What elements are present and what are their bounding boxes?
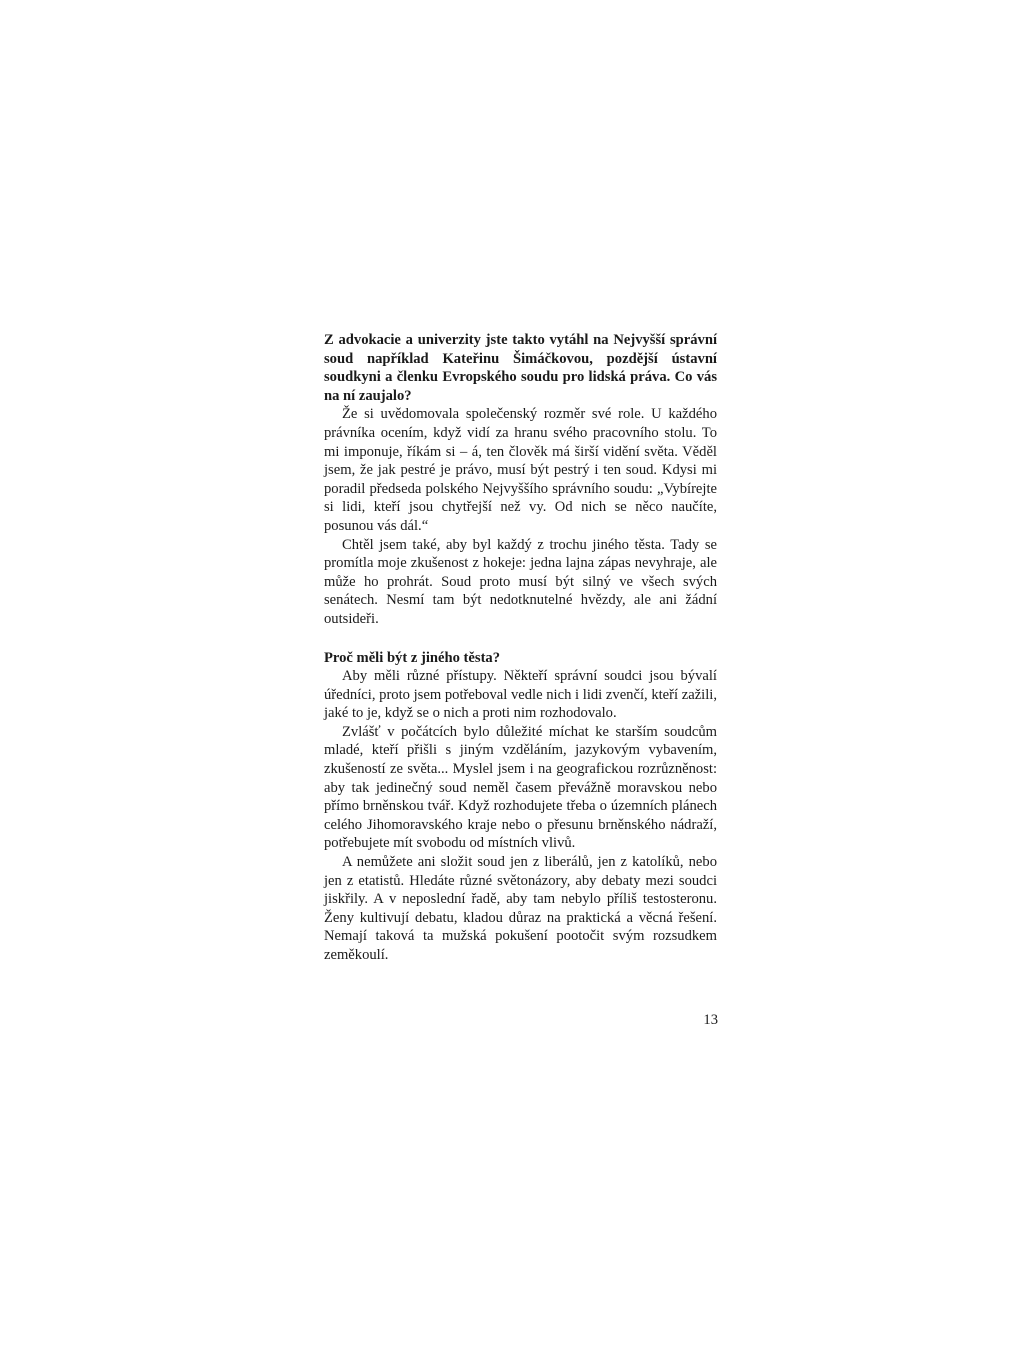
question-heading: Proč měli být z jiného těsta? xyxy=(324,649,501,666)
page-number: 13 xyxy=(703,1012,718,1028)
answer-paragraph: Aby měli různé přístupy. Někteří správní soudci jsou bývalí úředníci, proto jsem potřeboval vedle nich i lidi zvenčí, kteří zažili, jaké to je, když se o nich a proti nim rozhodovalo. xyxy=(324,668,717,722)
answer-paragraph: A nemůžete ani složit soud jen z liberálů, jen z katolíků, nebo jen z etatistů. Hledáte různé světonázory, aby debaty mezi soudci jiskřily. A v neposlední řadě, aby tam nebylo příliš testosteronu. Ženy kultivují debatu, kladou důraz na praktická a věcná řešení. Nemají taková ta mužská pokušení pootočit svým rozsudkem zeměkoulí. xyxy=(324,854,717,963)
section-gap xyxy=(324,629,717,649)
answer-paragraph: Chtěl jsem také, aby byl každý z trochu jiného těsta. Tady se promítla moje zkušenost z hokeje: jedna lajna zápas nevyhraje, ale může ho prohrát. Soud proto musí být silný ve všech svých senátech. Nesmí tam být nedotknutelné hvězdy, ale ani žádní outsideři. xyxy=(324,536,717,627)
answer-paragraph: Že si uvědomovala společenský rozměr své role. U každého právníka ocením, když vidí za hranu svého pracovního stolu. To mi imponuje, říkám si – á, ten člověk má širší vidění světa. Věděl jsem, že jak pestré je právo, musí být pestrý i ten soud. Kdysi mi poradil předseda polského Nejvyššího správního soudu: „Vybírejte si lidi, kteří jsou chytřejší než vy. Od nich se něco naučíte, posunou vás dál.“ xyxy=(324,406,717,534)
answer-paragraph: Zvlášť v počátcích bylo důležité míchat ke starším soudcům mladé, kteří přišli s jiným vzděláním, jazykovým vybavením, zkušeností ze světa... Myslel jsem i na geografickou rozrůzněnost: aby tak jedinečný soud neměl časem převážně moravskou nebo přímo brněnskou tvář. Když rozhodujete třeba o územních plánech celého Jihomoravského kraje nebo o přesunu brněnského nádraží, potřebujete mít svobodu od místních vlivů. xyxy=(324,723,717,852)
page-text xyxy=(324,331,717,965)
question-heading: Z advokacie a univerzity jste takto vytáhl na Nejvyšší správní soud například Kateřinu Šimáčkovou, pozdější ústavní soudkyni a členku Evropského soudu pro lidská práva. Co vás na ní zaujalo? xyxy=(324,332,717,404)
